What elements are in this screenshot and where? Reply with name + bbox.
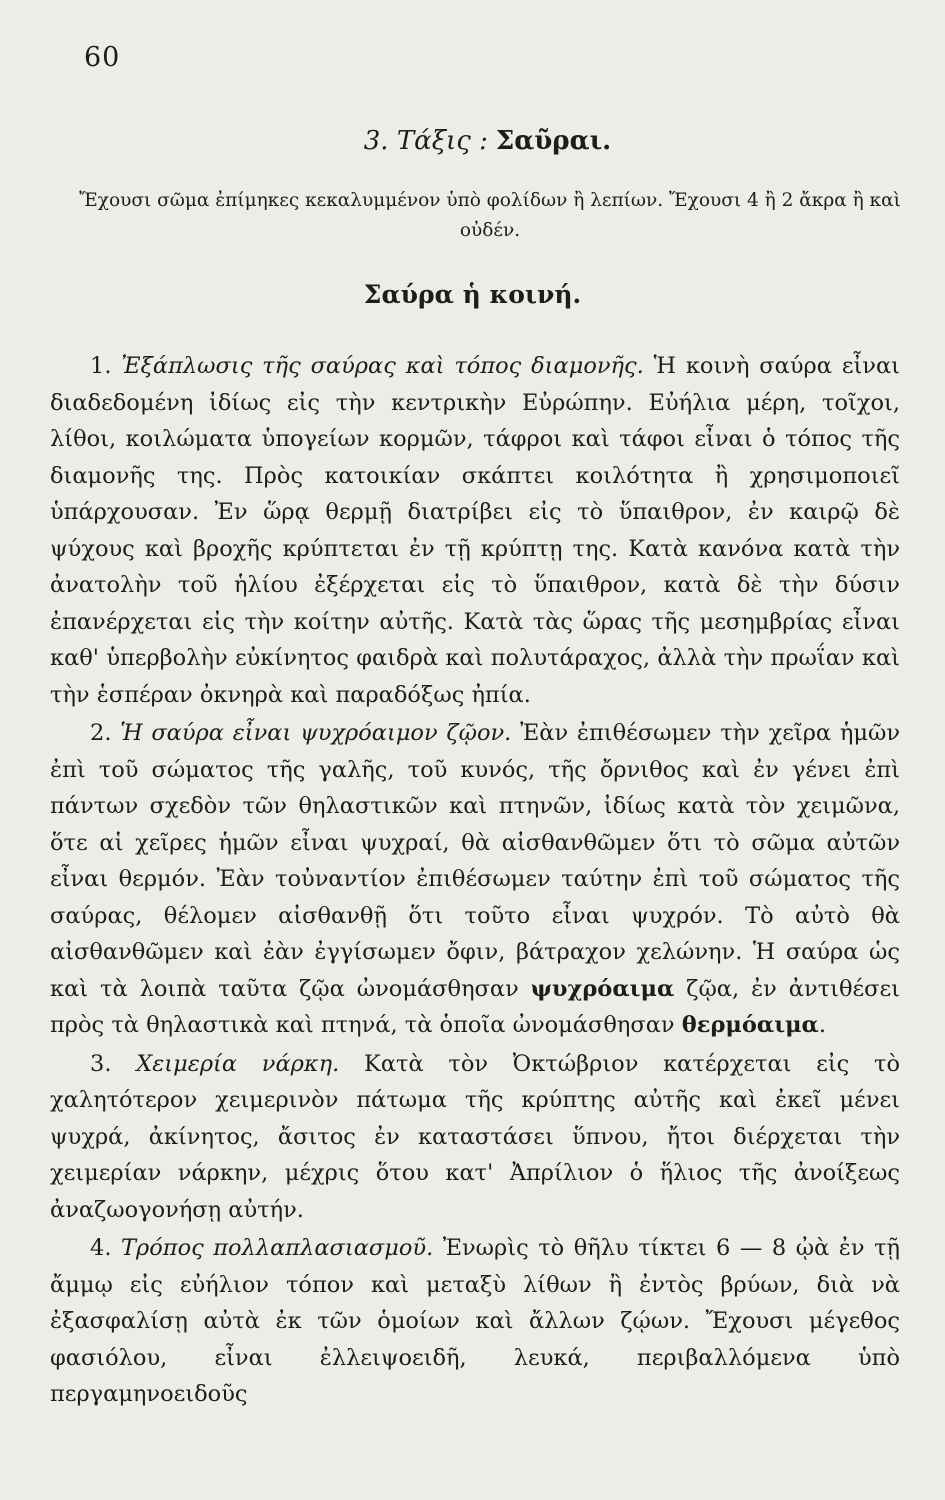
section-2-heading: Ἡ σαύρα εἶναι ψυχρόαιμον ζῷον. bbox=[120, 720, 512, 746]
section-4-paragraph bbox=[50, 1230, 900, 1413]
order-description: Ἔχουσι σῶμα ἐπίμηκες κεκαλυμμένον ὑπὸ φολίδων ἢ λεπίων. Ἔχουσι 4 ἢ 2 ἄκρα ἢ καὶ οὐδέν. bbox=[79, 190, 901, 241]
section-2-text-after: . bbox=[818, 1012, 827, 1038]
order-heading-title: Σαῦραι. bbox=[495, 126, 612, 156]
section-4-number: 4. bbox=[90, 1235, 112, 1261]
section-4-heading: Τρόπος πολλαπλασιασμοῦ. bbox=[121, 1235, 434, 1261]
section-3-paragraph bbox=[50, 1046, 900, 1229]
section-2-number: 2. bbox=[90, 720, 112, 746]
section-1-text: Ἡ κοινὴ σαύρα εἶναι διαδεδομένη ἰδίως εἰς τὴν κεντρικὴν Εὐρώπην. Εὐήλια μέρη, τοῖχοι, λίθοι, κοιλώματα ὑπογείων κορμῶν, τάφροι καὶ τάφοι εἶναι ὁ τόπος τῆς διαμονῆς της. Πρὸς κατοικίαν σκάπτει κοιλότητα ἢ χρησιμοποιεῖ ὑπάρχουσαν. Ἐν ὥρᾳ θερμῇ διατρίβει εἰς τὸ ὕπαιθρον, ἐν καιρῷ δὲ ψύχους καὶ βροχῆς κρύπτεται ἐν τῇ κρύπτῃ της. Κατὰ κανόνα κατὰ τὴν ἀνατολὴν τοῦ ἡλίου ἐξέρχεται εἰς τὸ ὕπαιθρον, κατὰ δὲ τὴν δύσιν ἐπανέρχεται εἰς τὴν κοίτην αὐτῆς. Κατὰ τὰς ὥρας τῆς μεσημβρίας εἶναι καθ' ὑπερβολὴν εὐκίνητος φαιδρὰ καὶ πολυτάραχος, ἀλλὰ τὴν πρωΐαν καὶ τὴν ἑσπέραν ὀκνηρὰ καὶ παραδόξως ἠπία. bbox=[50, 353, 901, 708]
section-3-text: Κατὰ τὸν Ὀκτώβριον κατέρχεται εἰς τὸ χαλητότερον χειμερινὸν πάτωμα τῆς κρύπτης αὐτῆς καὶ ἐκεῖ μένει ψυχρά, ἀκίνητος, ἄσιτος ἐν καταστάσει ὕπνου, ἤτοι διέρχεται τὴν χειμερίαν νάρκην, μέχρις ὅτου κατ' Ἀπρίλιον ὁ ἥλιος τῆς ἀνοίξεως ἀναζωογονήσῃ αὐτήν. bbox=[50, 1050, 900, 1223]
body-text bbox=[50, 348, 900, 1413]
section-2-paragraph bbox=[50, 715, 900, 1044]
order-heading bbox=[0, 126, 945, 156]
section-4-text: Ἐνωρὶς τὸ θῆλυ τίκτει 6 — 8 ᾠὰ ἐν τῇ ἄμμῳ εἰς εὐήλιον τόπον καὶ μεταξὺ λίθων ἢ ἐντὸς βρύων, διὰ νὰ ἐξασφαλίσῃ αὐτὰ ἐκ τῶν ὁμοίων καὶ ἄλλων ζῴων. Ἔχουσι μέγεθος φασιόλου, εἶναι ἐλλειψοειδῆ, λευκά, περιβαλλόμενα ὑπὸ περγαμηνοειδοῦς bbox=[50, 1235, 900, 1407]
order-heading-prefix: 3. Τάξις : bbox=[363, 126, 488, 156]
term-warm-blooded: θερμόαιμα bbox=[681, 1012, 819, 1038]
section-2-text-before: Ἐὰν ἐπιθέσωμεν τὴν χεῖρα ἡμῶν ἐπὶ τοῦ σώματος τῆς γαλῆς, τοῦ κυνός, τῆς ὄρνιθος καὶ ἐν γένει ἐπὶ πάντων σχεδὸν τῶν θηλαστικῶν καὶ πτηνῶν, ἰδίως κατὰ τὸν χειμῶνα, ὅτε αἱ χεῖρες ἡμῶν εἶναι ψυχραί, θὰ αἰσθανθῶμεν ὅτι τὸ σῶμα αὐτῶν εἶναι θερμόν. Ἐὰν τοὐναντίον ἐπιθέσωμεν ταύτην ἐπὶ τοῦ σώματος τῆς σαύρας, θέλομεν αἰσθανθῇ ὅτι τοῦτο εἶναι ψυχρόν. Τὸ αὐτὸ θὰ αἰσθανθῶμεν καὶ ἐὰν ἐγγίσωμεν ὄφιν, βάτραχον χελώνην. Ἡ σαύρα ὡς καὶ τὰ λοιπὰ ταῦτα ζῷα ὠνομάσθησαν bbox=[50, 720, 901, 1002]
section-3-heading: Χειμερία νάρκη. bbox=[136, 1050, 340, 1077]
section-1-number: 1. bbox=[90, 353, 112, 379]
section-3-number: 3. bbox=[90, 1050, 112, 1077]
term-cold-blooded: ψυχρόαιμα bbox=[530, 975, 675, 1002]
section-1-paragraph bbox=[50, 348, 900, 713]
section-2-text-middle: ζῷα, ἐν ἀντιθέσει πρὸς τὰ θηλαστικὰ καὶ πτηνά, τὰ ὁποῖα ὠνομάσθησαν bbox=[50, 975, 900, 1038]
page-number: 60 bbox=[84, 42, 121, 73]
section-1-heading: Ἐξάπλωσις τῆς σαύρας καὶ τόπος διαμονῆς. bbox=[121, 353, 644, 379]
species-title: Σαύρα ἡ κοινή. bbox=[363, 280, 582, 309]
